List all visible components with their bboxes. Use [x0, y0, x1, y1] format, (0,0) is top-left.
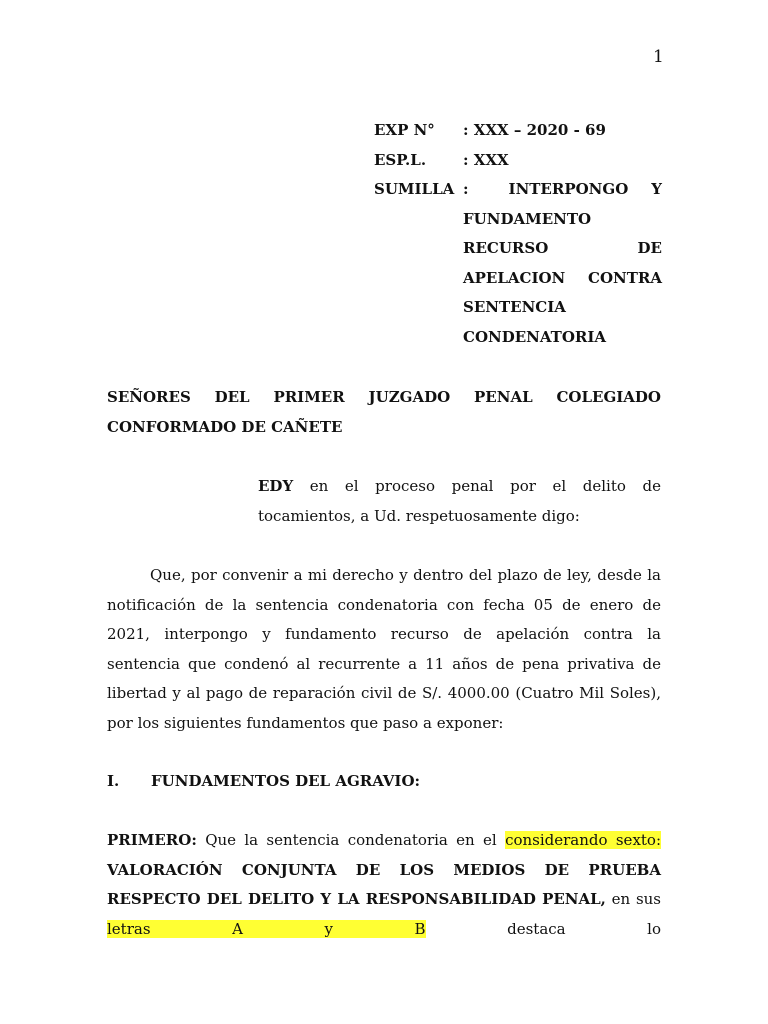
- esp-label: ESP.L.: [374, 150, 427, 169]
- primero-bold-text: VALORACIÓN CONJUNTA DE LOS MEDIOS DE PRUEBA RESPECTO DEL DELITO Y LA RESPONSABILIDAD PENAL,: [107, 860, 661, 908]
- case-header: [374, 116, 662, 352]
- highlight-considerando: considerando sexto:: [505, 831, 662, 849]
- body-paragraph: Que, por convenir a mi derecho y dentro del plazo de ley, desde la notificación de la sentencia condenatoria con fecha 05 de enero de 2021, interpongo y fundamento recurso de apelación contra la sentencia que condenó al recurrente a 11 años de pena privativa de libertad y al pago de reparación civil de S/. 4000.00 (Cuatro Mil Soles), por los siguientes fundamentos que paso a exponer:: [107, 566, 661, 732]
- sumilla-label: SUMILLA: [374, 180, 455, 198]
- highlight-letras: letras A y B: [107, 919, 426, 938]
- primero-text-3: destaca lo: [425, 919, 661, 938]
- exp-label: EXP N°: [374, 121, 435, 139]
- addressee: SEÑORES DEL PRIMER JUZGADO PENAL COLEGIADO CONFORMADO DE CAÑETE: [107, 388, 661, 436]
- sumilla-row: [374, 175, 662, 352]
- primero-paragraph: [107, 826, 661, 944]
- section-number: I.: [107, 772, 120, 790]
- esp-value: : XXX: [463, 150, 509, 169]
- section-title: FUNDAMENTOS DEL AGRAVIO:: [151, 772, 421, 790]
- sumilla-colon: :: [463, 180, 469, 198]
- primero-label: PRIMERO:: [107, 831, 197, 849]
- intro-name: EDY: [258, 477, 294, 495]
- primero-text-2: en sus: [605, 890, 662, 908]
- esp-row: [374, 146, 662, 176]
- sumilla-text: INTERPONGO Y FUNDAMENTO RECURSO DE APELACION CONTRA SENTENCIA CONDENATORIA: [463, 180, 662, 346]
- sumilla-value: [463, 175, 662, 352]
- exp-value: : XXX – 2020 - 69: [463, 121, 606, 139]
- exp-row: [374, 116, 662, 146]
- page-number: 1: [653, 47, 664, 67]
- section-heading: [107, 767, 661, 797]
- intro-paragraph: [258, 472, 661, 531]
- primero-text-1: Que la sentencia condenatoria en el: [196, 831, 506, 849]
- intro-text: en el proceso penal por el delito de tocamientos, a Ud. respetuosamente digo:: [258, 477, 661, 525]
